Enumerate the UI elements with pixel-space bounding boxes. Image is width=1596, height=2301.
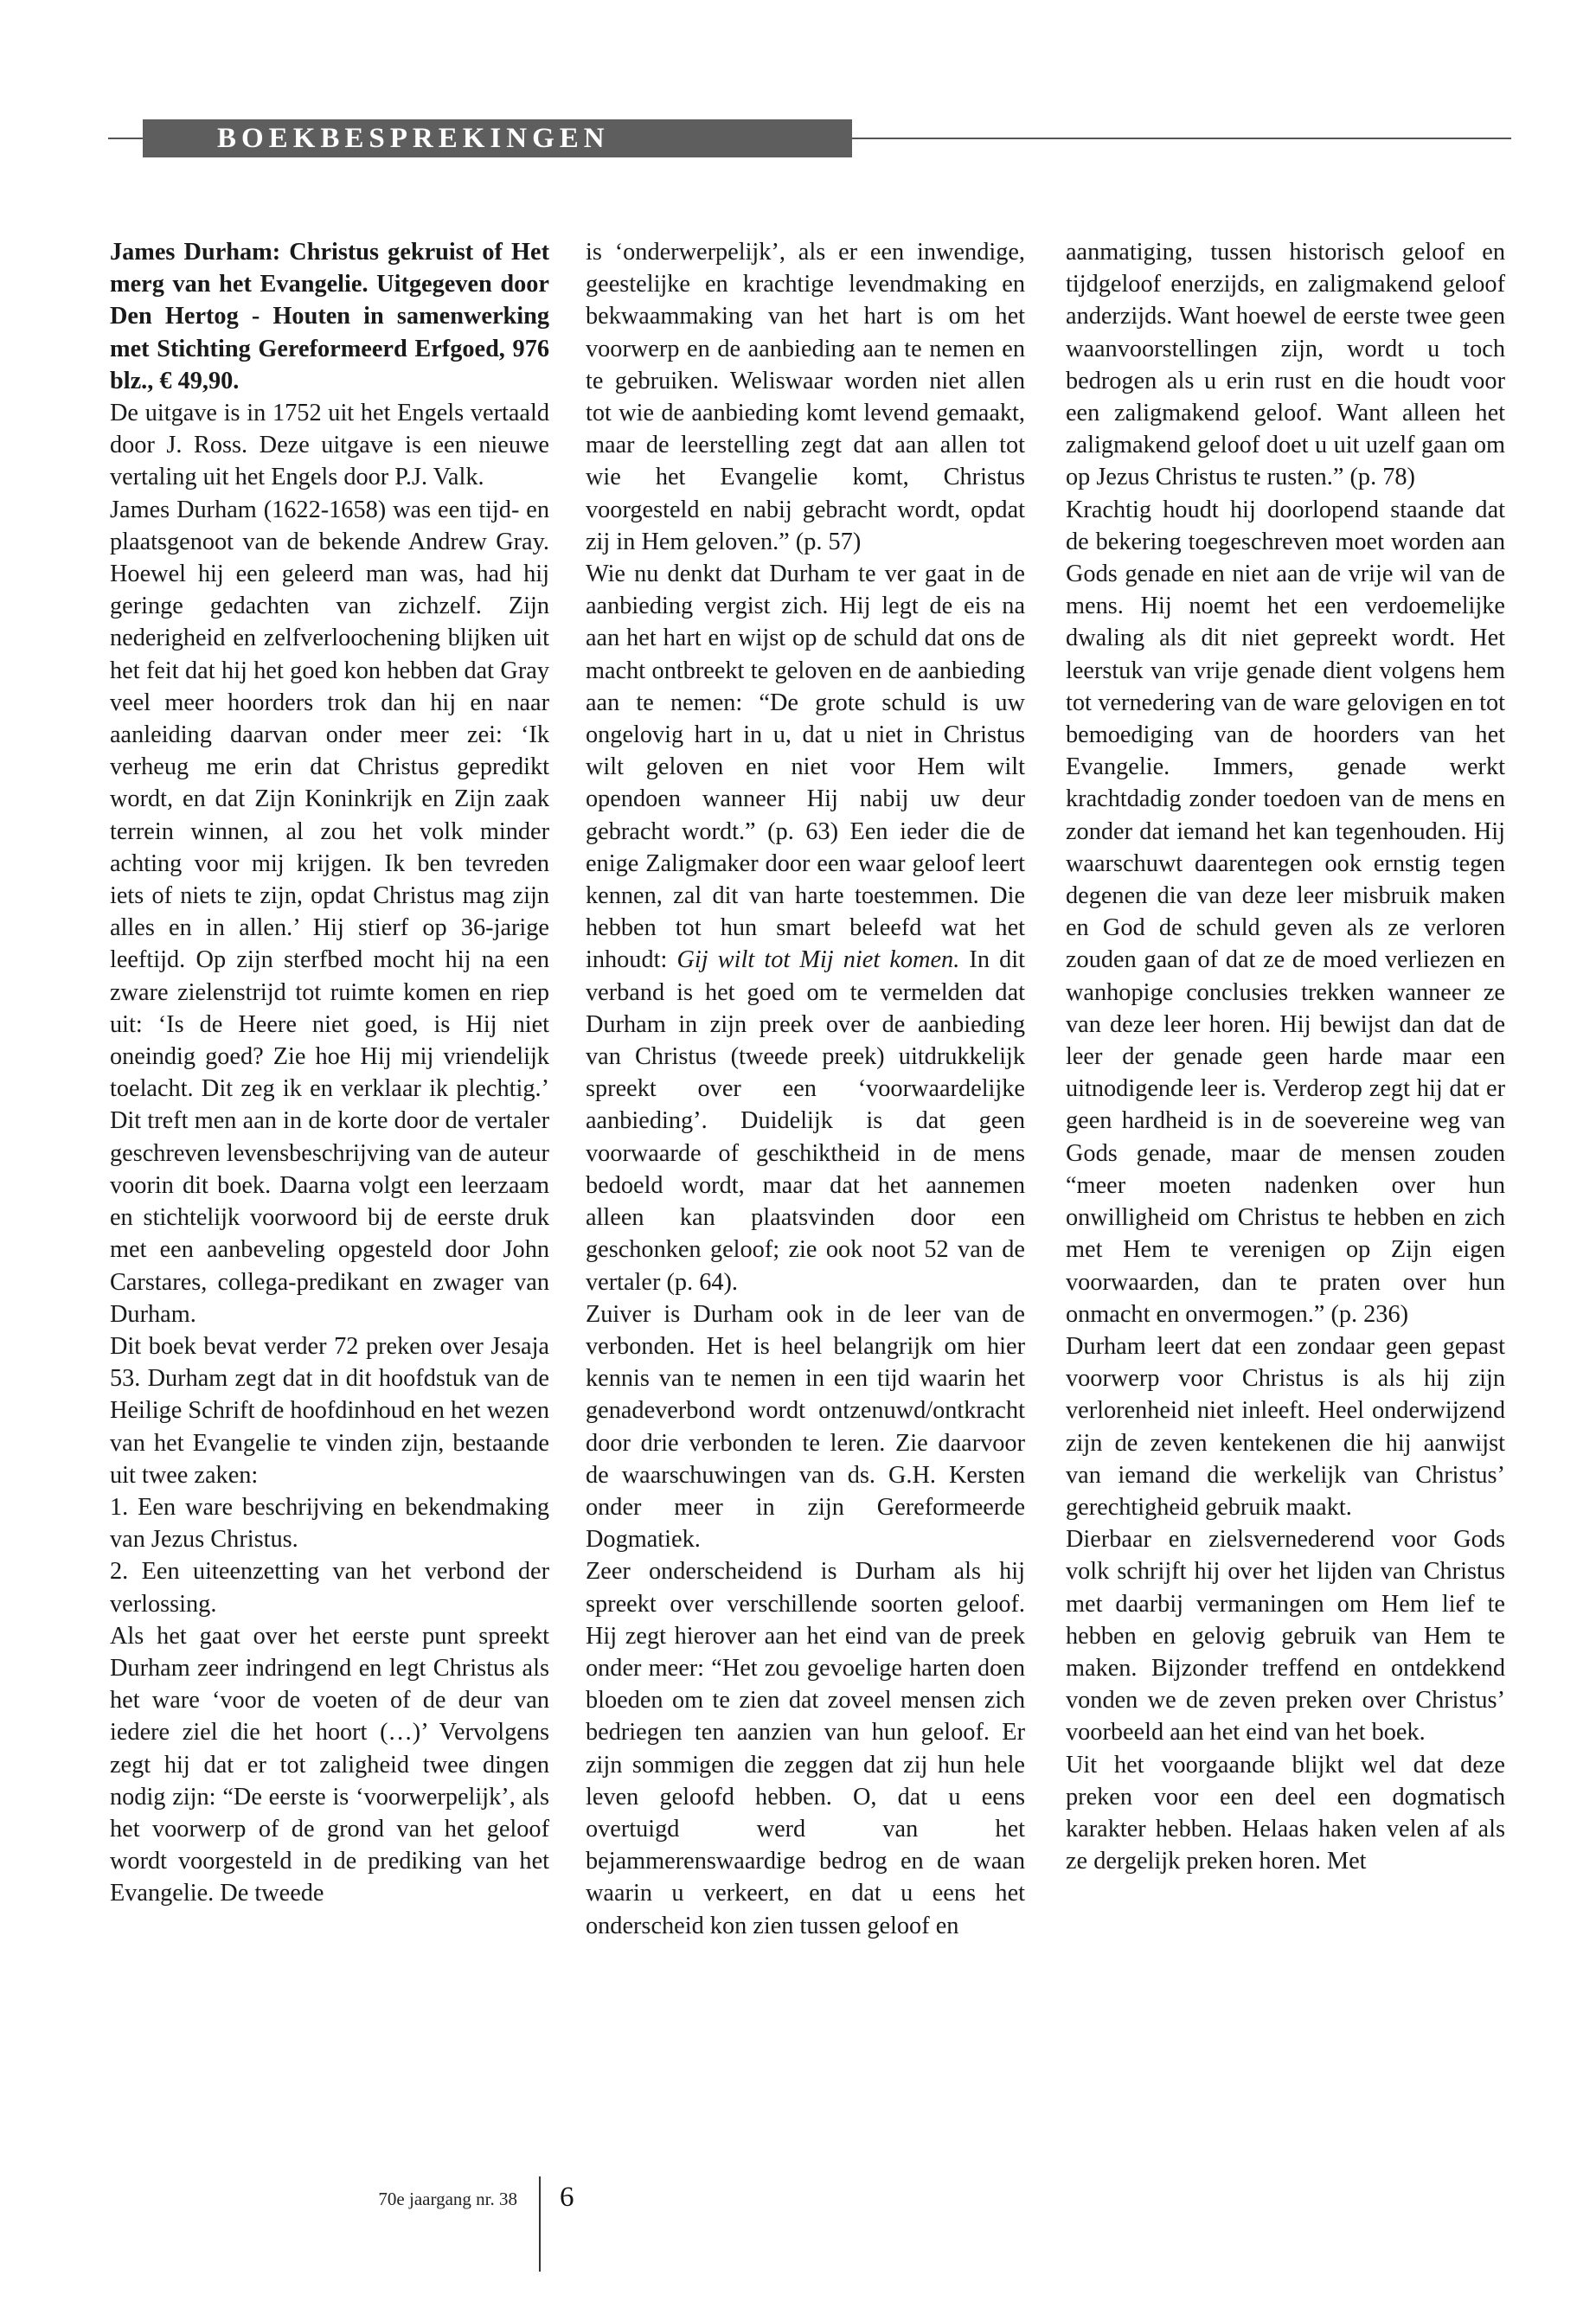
page-number: 6 xyxy=(560,2182,574,2213)
col3-paragraph: Uit het voorgaande blijkt wel dat deze preken voor een deel een dogmatisch karakter hebben. Helaas haken velen af als ze dergelijk preken horen. Met xyxy=(1066,1751,1505,1875)
page-footer xyxy=(0,2176,1596,2272)
col2-paragraph: Zuiver is Durham ook in de leer van de verbonden. Het is heel belangrijk om hier kennis van te nemen in een tijd waarin het genadeverbond wordt ontzenuwd/ontkracht door drie verbonden te leren. Zie daarvoor de waarschuwingen van ds. G.H. Kersten onder meer in zijn Gereformeerde Dogmatiek. xyxy=(586,1300,1025,1554)
issue-label: 70e jaargang nr. 38 xyxy=(378,2189,517,2209)
col2-paragraph-with-quote xyxy=(586,558,1025,1298)
col1-paragraph: Dit boek bevat verder 72 preken over Jesaja 53. Durham zegt dat in dit hoofdstuk van de Heilige Schrift de hoofdinhoud en het wezen van het Evangelie te vinden zijn, bestaande uit twee zaken: xyxy=(110,1332,549,1489)
section-header xyxy=(108,119,1511,157)
col3-paragraph: Krachtig houdt hij doorlopend staande dat de bekering toegeschreven moet worden aan Gods genade en niet aan de vrije wil van de mens. Hij noemt het een verdoemelijke dwaling als dit niet gepreekt wordt. Het leerstuk van vrije genade dient volgens hem tot vernedering van de ware gelovigen en tot bemoediging van de hoorders van het Evangelie. Immers, genade werkt krachtdadig zonder toedoen van de mens en zonder dat iemand het kan tegenhouden. Hij waarschuwt daarentegen ook ernstig tegen degenen die van deze leer misbruik maken en God de schuld geven als ze verloren zouden gaan of dat ze de moed verliezen en wanhopige conclusies trekken wanneer ze van deze leer horen. Hij bewijst dan dat de leer der genade geen harde maar een uitnodigende leer is. Verderop zegt hij dat er geen hardheid is in de soevereine weg van Gods genade, maar de mensen zouden “meer moeten nadenken over hun onwilligheid om Christus te hebben en zich met Hem te verenigen op Zijn eigen voorwaarden, dan te praten over hun onmacht en onvermogen.” (p. 236) xyxy=(1066,496,1505,1328)
col3-paragraph: Dierbaar en zielsvernederend voor Gods volk schrijft hij over het lijden van Christus met daarbij vermaningen om Hem lief te hebben en gelovig gebruik van Hem te maken. Bijzonder treffend en ontdekkend vonden we de zeven preken over Christus’ voorbeeld aan het eind van het boek. xyxy=(1066,1526,1505,1747)
col1-paragraph: 1. Een ware beschrijving en bekendmaking van Jezus Christus. xyxy=(110,1493,549,1554)
column-2 xyxy=(586,236,1025,1942)
col1-paragraph: Als het gaat over het eerste punt spreekt Durham zeer indringend en legt Christus als het ware ‘voor de voeten of de deur van iedere ziel die het hoort (…)’ Vervolgens zegt hij dat er tot zaligheid twee dingen nodig zijn: “De eerste is ‘voorwerpelijk’, als het voorwerp of de grond van het geloof wordt voorgesteld in de prediking van het Evangelie. De tweede xyxy=(110,1622,549,1907)
col3-paragraph: Durham leert dat een zondaar geen gepast voorwerp voor Christus is als hij zijn verlorenheid niet inleeft. Heel onderwijzend zijn de zeven kentekenen die hij aanwijst van iemand die werkelijk van Christus’ gerechtigheid gebruik maakt. xyxy=(1066,1332,1505,1521)
col2-text: In dit verband is het goed om te vermelden dat Durham in zijn preek over de aanbieding van Christus (tweede preek) uitdrukkelijk spreekt over een ‘voorwaardelijke aanbieding’. Duidelijk is dat geen voorwaarde of geschiktheid in de mens bedoeld wordt, maar dat het aannemen alleen kan plaatsvinden door een geschonken geloof; zie ook noot 52 van de vertaler (p. 64). xyxy=(586,946,1025,1296)
review-heading: James Durham: Christus gekruist of Het merg van het Evangelie. Uitgegeven door Den Hertog - Houten in samenwerking met Stichting Gereformeerd Erfgoed, 976 blz., € 49,90. xyxy=(110,239,549,394)
column-1 xyxy=(110,236,549,1910)
col2-paragraph: Zeer onderscheidend is Durham als hij spreekt over verschillende soorten geloof. Hij zegt hierover aan het eind van de preek onder meer: “Het zou gevoelige harten doen bloeden om te zien dat zoveel mensen zich bedriegen ten aanzien van hun geloof. Er zijn sommigen die zeggen dat zij hun hele leven geloofd hebben. O, dat u eens overtuigd werd van het bejammerenswaardige bedrog en de waan waarin u verkeert, en dat u eens het onderscheid kon zien tussen geloof en xyxy=(586,1558,1025,1939)
col1-paragraph: De uitgave is in 1752 uit het Engels vertaald door J. Ross. Deze uitgave is een nieuwe vertaling uit het Engels door P.J. Valk. xyxy=(110,400,549,491)
column-3 xyxy=(1066,236,1505,1877)
footer-divider xyxy=(539,2176,541,2272)
col1-paragraph: James Durham (1622-1658) was een tijd- en plaatsgenoot van de bekende Andrew Gray. Hoewel hij een geleerd man was, had hij geringe gedachten van zichzelf. Zijn nederigheid en zelfverloochening blijken uit het feit dat hij het goed kon hebben dat Gray veel meer hoorders trok dan hij en naar aanleiding daarvan onder meer zei: ‘Ik verheug me erin dat Christus gepredikt wordt, en dat Zijn Koninkrijk en Zijn zaak terrein winnen, al zou het volk minder achting voor mij krijgen. Ik ben tevreden iets of niets te zijn, opdat Christus mag zijn alles en in allen.’ Hij stierf op 36-jarige leeftijd. Op zijn sterfbed mocht hij na een zware zielenstrijd tot ruimte komen en riep uit: ‘Is de Heere niet goed, is Hij niet oneindig goed? Zie hoe Hij mij vriendelijk toelacht. Dit zeg ik en verklaar ik plechtig.’ Dit treft men aan in de korte door de vertaler geschreven levensbeschrijving van de auteur voorin dit boek. Daarna volgt een leerzaam en stichtelijk voorwoord bij de eerste druk met een aanbeveling opgesteld door John Carstares, collega-predikant en zwager van Durham. xyxy=(110,496,549,1328)
section-title: BOEKBESPREKINGEN xyxy=(143,119,852,157)
col2-paragraph: is ‘onderwerpelijk’, als er een inwendige, geestelijke en krachtige levendmaking en bekwaammaking van het hart is om het voorwerp en de aanbieding aan te nemen en te gebruiken. Weliswaar worden niet allen tot wie de aanbieding komt levend gemaakt, maar de leerstelling zegt dat aan allen tot wie het Evangelie komt, Christus voorgesteld en nabij gebracht wordt, opdat zij in Hem geloven.” (p. 57) xyxy=(586,239,1025,555)
article-body xyxy=(110,236,1520,2131)
col3-paragraph: aanmatiging, tussen historisch geloof en tijdgeloof enerzijds, en zaligmakend geloof anderzijds. Want hoewel de eerste twee geen waanvoorstellingen zijn, wordt u toch bedrogen als u erin rust en die houdt voor een zaligmakend geloof. Want alleen het zaligmakend geloof doet u uit uzelf gaan om op Jezus Christus te rusten.” (p. 78) xyxy=(1066,239,1505,491)
scripture-quote: Gij wilt tot Mij niet komen. xyxy=(676,946,960,974)
col2-text: Wie nu denkt dat Durham te ver gaat in de aanbieding vergist zich. Hij legt de eis na aan het hart en wijst op de schuld dat ons de macht ontbreekt te geloven en de aanbieding aan te nemen: “De grote schuld is uw ongelovig hart in u, dat u niet in Christus wilt geloven en niet voor Hem wilt opendoen wanneer Hij nabij uw deur gebracht wordt.” (p. 63) Een ieder die de enige Zaligmaker door een waar geloof leert kennen, zal dit van harte toestemmen. Die hebben tot hun smart beleefd wat het inhoudt: xyxy=(586,561,1025,974)
col1-paragraph: 2. Een uiteenzetting van het verbond der verlossing. xyxy=(110,1558,549,1618)
